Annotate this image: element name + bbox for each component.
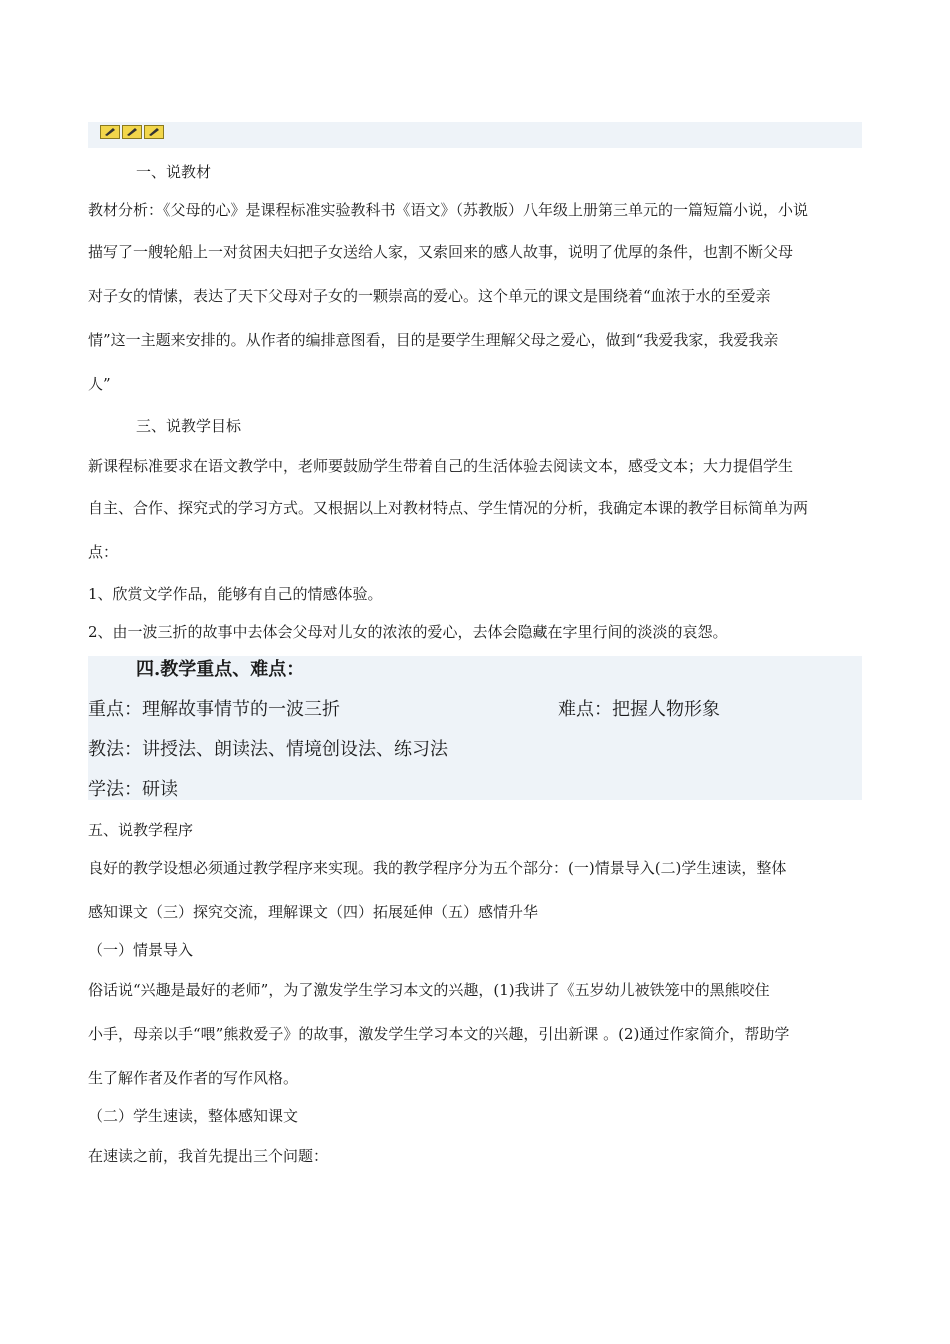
paragraph-line: 情”这一主题来安排的。从作者的编排意图看，目的是要学生理解父母之爱心，做到“我爱我家，我爱我亲 [88,331,779,349]
section-heading: 五、说教学程序 [88,821,194,839]
paragraph-line: 俗话说“兴趣是最好的老师”，为了激发学生学习本文的兴趣，(1)我讲了《五岁幼儿被铁笼中的黑熊咬住 [88,981,770,999]
paragraph-line: 教材分析：《父母的心》是课程标准实验教科书《语文》（苏教版）八年级上册第三单元的一篇短篇小说，小说 [88,201,809,219]
key-difficult-row [88,698,868,722]
goal-item: 2、由一波三折的故事中去体会父母对儿女的浓浓的爱心，去体会隐藏在字里行间的淡淡的哀怨。 [88,623,728,641]
goal-item: 1、欣赏文学作品，能够有自己的情感体验。 [88,585,383,603]
paragraph-line: 感知课文（三）探究交流，理解课文（四）拓展延伸（五）感情升华 [88,903,539,921]
teaching-method: 教法：讲授法、朗读法、情境创设法、练习法 [88,739,448,760]
pencil-icon [100,125,120,139]
header-band [88,122,862,148]
paragraph-line: 良好的教学设想必须通过教学程序来实现。我的教学程序分为五个部分：(一)情景导入(二)学生速读，整体 [88,859,787,877]
sub-heading: （二）学生速读，整体感知课文 [88,1107,299,1125]
pencil-icon [144,125,164,139]
paragraph-line: 小手，母亲以手“喂”熊救爱子》的故事，激发学生学习本文的兴趣，引出新课 。(2)通过作家简介，帮助学 [88,1025,790,1043]
paragraph-line: 在速读之前，我首先提出三个问题： [88,1147,329,1165]
difficult-point: 难点：把握人物形象 [558,699,720,720]
learning-method: 学法：研读 [88,779,178,800]
key-point: 重点：理解故事情节的一波三折 [88,699,340,720]
paragraph-line: 人” [88,375,111,393]
pencil-icon [122,125,142,139]
section-heading: 一、说教材 [136,163,212,181]
paragraph-line: 自主、合作、探究式的学习方式。又根据以上对教材特点、学生情况的分析，我确定本课的教学目标简单为两 [88,499,809,517]
section-heading: 四.教学重点、难点： [136,659,305,680]
paragraph-line: 对子女的情愫，表达了天下父母对子女的一颗崇高的爱心。这个单元的课文是围绕着“血浓于水的至爱亲 [88,287,771,305]
paragraph-line: 描写了一艘轮船上一对贫困夫妇把子女送给人家，又索回来的感人故事，说明了优厚的条件，也割不断父母 [88,243,794,261]
paragraph-line: 点： [88,543,119,561]
section-heading: 三、说教学目标 [136,417,242,435]
paragraph-line: 新课程标准要求在语文教学中，老师要鼓励学生带着自己的生活体验去阅读文本，感受文本；大力提倡学生 [88,457,794,475]
sub-heading: （一）情景导入 [88,941,194,959]
icon-strip [100,125,164,141]
paragraph-line: 生了解作者及作者的写作风格。 [88,1069,299,1087]
